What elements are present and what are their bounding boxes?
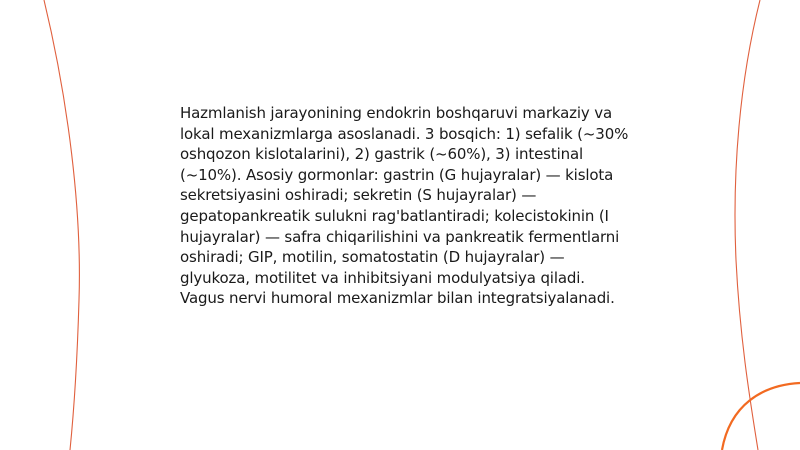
left-curve-line — [44, 0, 79, 450]
right-curve-line — [735, 0, 760, 450]
body-paragraph: Hazmlanish jarayonining endokrin boshqaruvi markaziy va lokal mexanizmlarga asoslanadi. 3 bosqich: 1) sefalik (~30% oshqozon kislotalarini), 2) gastrik (~60%), 3) intestinal (~10%). Asosiy gormonlar: gastrin (G hujayralar) — kislota sekretsiyasini oshiradi; sekretin (S hujayralar) — gepatopankreatik sulukni rag'batlantiradi; kolecistokinin (I hujayralar) — safra chiqarilishini va pankreatik fermentlarni oshiradi; GIP, motilin, somatostatin (D hujayralar) — glyukoza, motilitet va inhibitsiyani modulyatsiya qiladi. Vagus nervi humoral mexanizmlar bilan integratsiyalanadi. — [180, 104, 629, 308]
bottom-right-orange-arc — [722, 383, 800, 450]
